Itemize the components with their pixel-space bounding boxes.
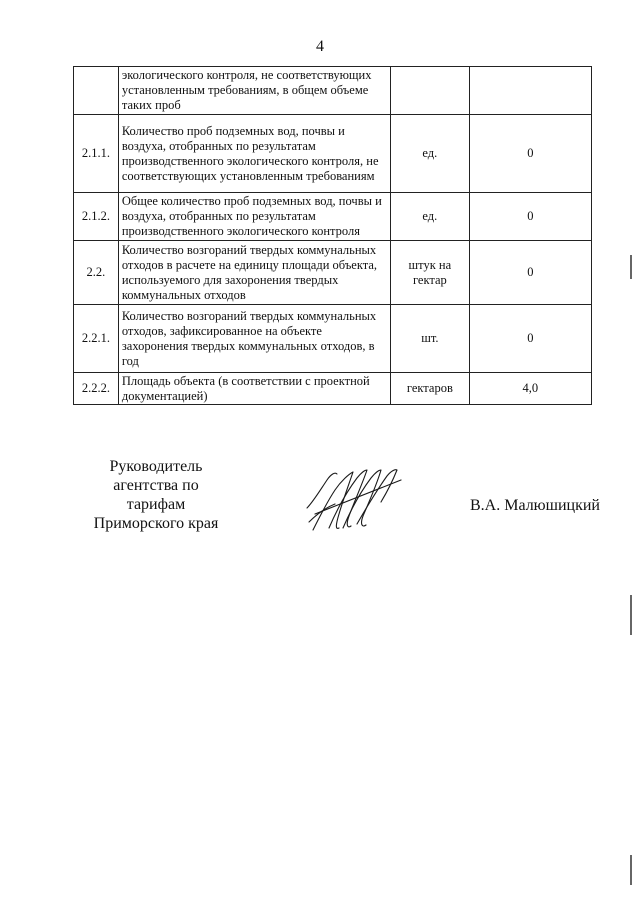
signatory-position [86, 457, 226, 533]
row-value: 0 [469, 193, 591, 241]
row-number: 2.2. [74, 241, 119, 305]
row-unit [391, 67, 470, 115]
position-line: агентства по тарифам [113, 477, 199, 513]
position-line: Руководитель [109, 458, 203, 475]
table-row [74, 67, 592, 115]
scan-edge-mark [630, 595, 632, 635]
scan-edge-mark [630, 855, 632, 885]
table-row [74, 115, 592, 193]
handwritten-signature [305, 462, 405, 537]
row-value [469, 67, 591, 115]
row-description: Общее количество проб подземных вод, почвы и воздуха, отобранных по результатам производственного экологического контроля [118, 193, 390, 241]
row-description: Площадь объекта (в соответствии с проектной документацией) [118, 373, 390, 405]
signer-name: В.А. Малюшицкий [470, 497, 600, 514]
row-value: 0 [469, 115, 591, 193]
row-unit: шт. [391, 305, 470, 373]
row-number: 2.1.1. [74, 115, 119, 193]
row-number [74, 67, 119, 115]
row-description: Количество проб подземных вод, почвы и воздуха, отобранных по результатам производственного экологического контроля, не соответствующих установленным требованиям [118, 115, 390, 193]
row-unit: гектаров [391, 373, 470, 405]
row-description: экологического контроля, не соответствующих установленным требованиям, в общем объеме таких проб [118, 67, 390, 115]
row-description: Количество возгораний твердых коммунальных отходов в расчете на единицу площади объекта, используемого для захоронения твердых коммунальных отходов [118, 241, 390, 305]
row-value: 4,0 [469, 373, 591, 405]
indicators-table [73, 66, 592, 405]
table-row [74, 305, 592, 373]
row-number: 2.1.2. [74, 193, 119, 241]
table-row [74, 241, 592, 305]
row-unit: ед. [391, 193, 470, 241]
page-number: 4 [316, 38, 324, 55]
position-line: Приморского края [93, 515, 219, 532]
row-unit: штук на гектар [391, 241, 470, 305]
row-number: 2.2.1. [74, 305, 119, 373]
row-description: Количество возгораний твердых коммунальных отходов, зафиксированное на объекте захоронения твердых коммунальных отходов, в год [118, 305, 390, 373]
row-value: 0 [469, 241, 591, 305]
row-unit: ед. [391, 115, 470, 193]
row-number: 2.2.2. [74, 373, 119, 405]
table-row [74, 193, 592, 241]
table-row [74, 373, 592, 405]
scan-edge-mark [630, 255, 632, 279]
row-value: 0 [469, 305, 591, 373]
